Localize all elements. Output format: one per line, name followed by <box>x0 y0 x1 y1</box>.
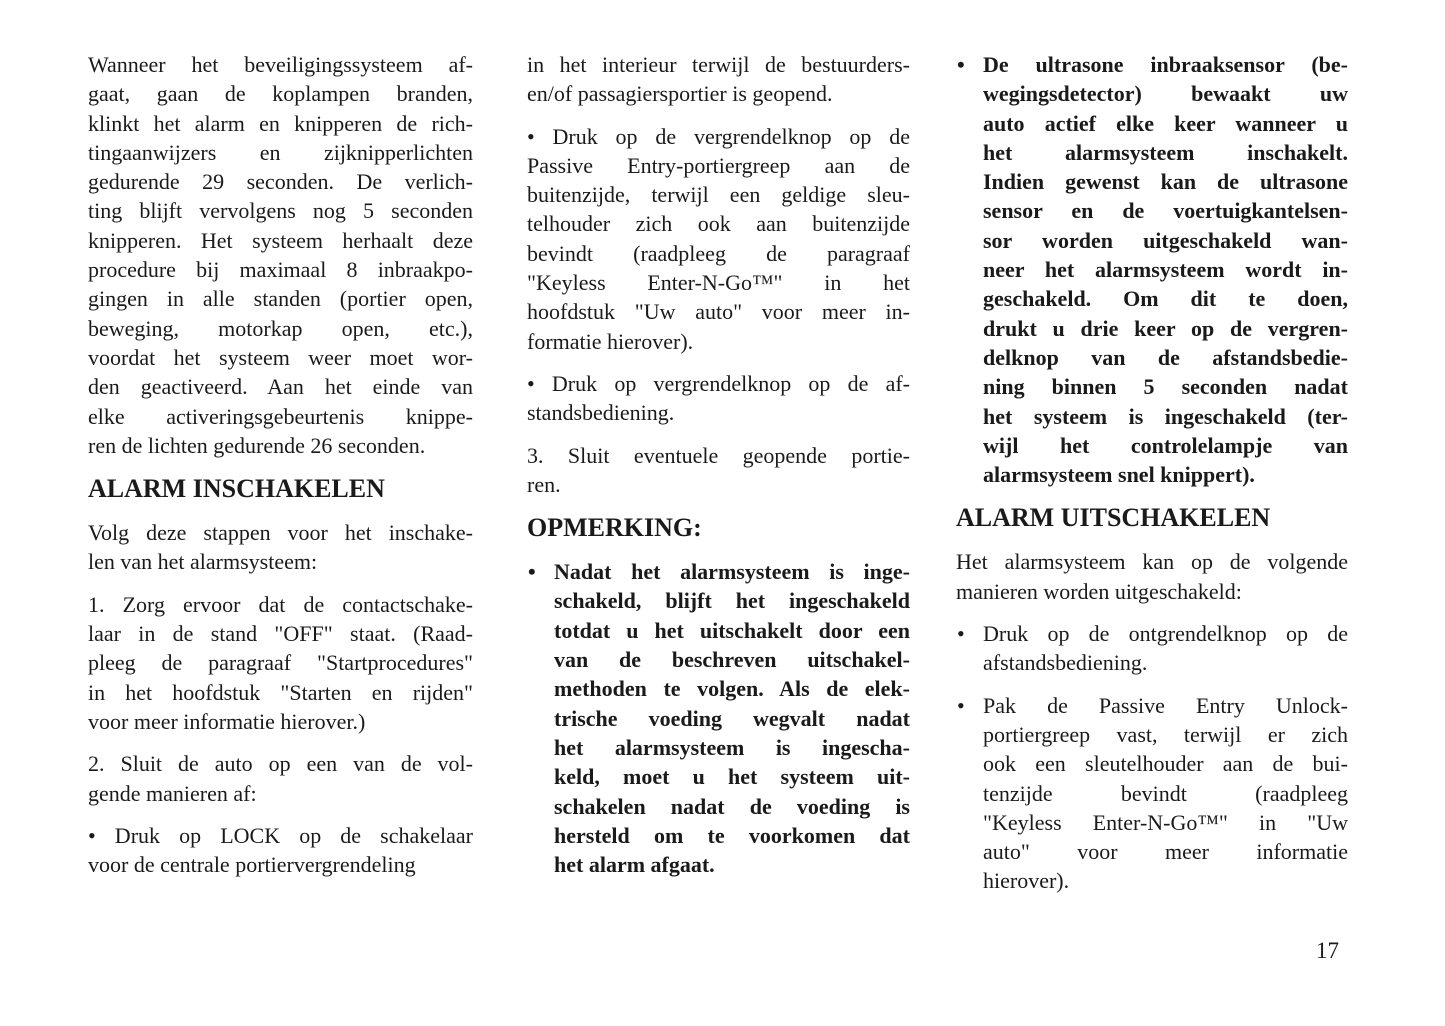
text-line: gaat, gaan de koplampen branden, <box>88 81 473 107</box>
text-line: den geactiveerd. Aan het einde van <box>88 374 473 400</box>
paragraph <box>88 518 473 577</box>
text-line: wijl het controlelampje van <box>983 432 1348 458</box>
text-line: schakelen nadat de voeding is <box>554 793 910 819</box>
text-line: beweging, motorkap open, etc.), <box>88 315 473 341</box>
text-line: ning binnen 5 seconden nadat <box>983 374 1348 400</box>
text-line: len van het alarmsysteem: <box>88 549 318 575</box>
text-line: methoden te volgen. Als de elek- <box>554 676 910 702</box>
text-line: bevindt (raadpleeg de paragraaf <box>527 240 910 266</box>
text-line: schakeld, blijft het ingeschakeld <box>554 588 910 614</box>
text-line: het systeem is ingeschakeld (ter- <box>983 403 1348 429</box>
text-line: Het alarmsysteem kan op de volgende <box>956 549 1348 575</box>
column-3 <box>956 50 1348 909</box>
text-line: "Keyless Enter-N-Go™" in het <box>527 270 910 296</box>
paragraph <box>88 821 473 880</box>
text-line: standsbediening. <box>527 400 675 426</box>
text-line: pleeg de paragraaf "Startprocedures" <box>88 650 473 676</box>
text-line: voordat het systeem weer moet wor- <box>88 344 473 370</box>
text-line: sensor en de voertuigkantelsen- <box>983 198 1348 224</box>
text-line: procedure bij maximaal 8 inbraakpo- <box>88 257 473 283</box>
text-line: "Keyless Enter-N-Go™" in "Uw <box>983 809 1348 835</box>
bullet-icon: • <box>957 52 965 77</box>
text-line: afstandsbediening. <box>983 650 1148 676</box>
text-line: en/of passagiersportier is geopend. <box>527 81 833 107</box>
text-line: drukt u drie keer op de vergren- <box>983 315 1348 341</box>
paragraph <box>527 441 910 500</box>
text-line: ting blijft vervolgens nog 5 seconden <box>88 198 473 224</box>
text-line: 1. Zorg ervoor dat de contactschake- <box>88 591 473 617</box>
text-line: totdat u het uitschakelt door een <box>554 617 910 643</box>
text-line: formatie hierover). <box>527 328 694 354</box>
text-line: auto" voor meer informatie <box>983 839 1348 865</box>
text-line: voor meer informatie hierover.) <box>88 708 366 734</box>
text-line: 3. Sluit eventuele geopende portie- <box>527 442 910 468</box>
paragraph <box>527 50 910 109</box>
text-line: Wanneer het beveiligingssysteem af- <box>88 52 473 77</box>
page-number: 17 <box>1316 938 1339 963</box>
section-heading: ALARM INSCHAKELEN <box>88 474 385 504</box>
text-line: Passive Entry-portiergreep aan de <box>527 152 910 178</box>
text-line: in het hoofdstuk "Starten en rijden" <box>88 679 473 705</box>
text-line: wegingsdetector) bewaakt uw <box>983 81 1348 107</box>
text-line: 2. Sluit de auto op een van de vol- <box>88 751 473 777</box>
text-line: alarmsysteem snel knippert). <box>983 462 1255 488</box>
text-line: keld, moet u het systeem uit- <box>554 764 910 790</box>
text-line: tenzijde bevindt (raadpleeg <box>983 780 1348 806</box>
text-line: Indien gewenst kan de ultrasone <box>983 169 1348 195</box>
text-line: Druk op de ontgrendelknop op de <box>983 621 1348 647</box>
column-1 <box>88 50 473 909</box>
text-line: knipperen. Het systeem herhaalt deze <box>88 227 473 253</box>
text-line: gedurende 29 seconden. De verlich- <box>88 169 473 195</box>
text-line: auto actief elke keer wanneer u <box>983 110 1348 136</box>
text-line: • Druk op vergrendelknop op de af- <box>527 370 910 396</box>
text-line: • Druk op de vergrendelknop op de <box>527 123 910 149</box>
text-line: tingaanwijzers en zijknipperlichten <box>88 139 473 165</box>
text-line: hoofdstuk "Uw auto" voor meer in- <box>527 299 910 325</box>
paragraph <box>527 369 910 428</box>
text-line: ren de lichten gedurende 26 seconden. <box>88 432 426 458</box>
text-line: hierover). <box>983 868 1070 894</box>
text-line: buitenzijde, terwijl een geldige sleu- <box>527 182 910 208</box>
text-line: hersteld om te voorkomen dat <box>554 822 910 848</box>
text-line: geschakeld. Om dit te doen, <box>983 286 1348 312</box>
text-line: laar in de stand "OFF" staat. (Raad- <box>88 621 473 647</box>
bullet-item <box>956 691 1348 896</box>
bullet-item <box>956 50 1348 489</box>
text-line: klinkt het alarm en knipperen de rich- <box>88 110 473 136</box>
text-line: manieren worden uitgeschakeld: <box>956 578 1242 604</box>
section-heading: OPMERKING: <box>527 513 702 543</box>
text-line: van de beschreven uitschakel- <box>554 647 910 673</box>
paragraph <box>527 122 910 356</box>
text-columns <box>88 50 1348 909</box>
column-2 <box>527 50 910 909</box>
text-line: sor worden uitgeschakeld wan- <box>983 227 1348 253</box>
text-line: het alarm afgaat. <box>554 852 715 878</box>
text-line: gingen in alle standen (portier open, <box>88 286 473 312</box>
paragraph <box>88 590 473 736</box>
text-line: trische voeding wegvalt nadat <box>554 705 910 731</box>
bullet-item <box>527 557 910 879</box>
text-line: telhouder zich ook aan buitenzijde <box>527 211 910 237</box>
text-line: portiergreep vast, terwijl er zich <box>983 721 1348 747</box>
bullet-icon: • <box>528 559 536 585</box>
paragraph <box>88 50 473 460</box>
text-line: Nadat het alarmsysteem is inge- <box>554 559 910 585</box>
bullet-icon: • <box>957 621 965 647</box>
text-line: ook een sleutelhouder aan de bui- <box>983 751 1348 777</box>
text-line: gende manieren af: <box>88 780 257 806</box>
text-line: De ultrasone inbraaksensor (be- <box>983 52 1348 77</box>
text-line: Pak de Passive Entry Unlock- <box>983 692 1348 718</box>
text-line: ren. <box>527 471 561 497</box>
text-line: Volg deze stappen voor het inschake- <box>88 520 473 546</box>
section-heading: ALARM UITSCHAKELEN <box>956 503 1271 533</box>
text-line: neer het alarmsysteem wordt in- <box>983 257 1348 283</box>
text-line: elke activeringsgebeurtenis knippe- <box>88 403 473 429</box>
bullet-icon: • <box>957 692 965 718</box>
paragraph <box>88 749 473 808</box>
text-line: • Druk op LOCK op de schakelaar <box>88 822 473 848</box>
text-line: in het interieur terwijl de bestuurders- <box>527 52 910 77</box>
bullet-item <box>956 619 1348 678</box>
text-line: het alarmsysteem is ingescha- <box>554 734 910 760</box>
paragraph <box>956 547 1348 606</box>
text-line: voor de centrale portiervergrendeling <box>88 852 416 878</box>
text-line: het alarmsysteem inschakelt. <box>983 139 1348 165</box>
text-line: delknop van de afstandsbedie- <box>983 344 1348 370</box>
